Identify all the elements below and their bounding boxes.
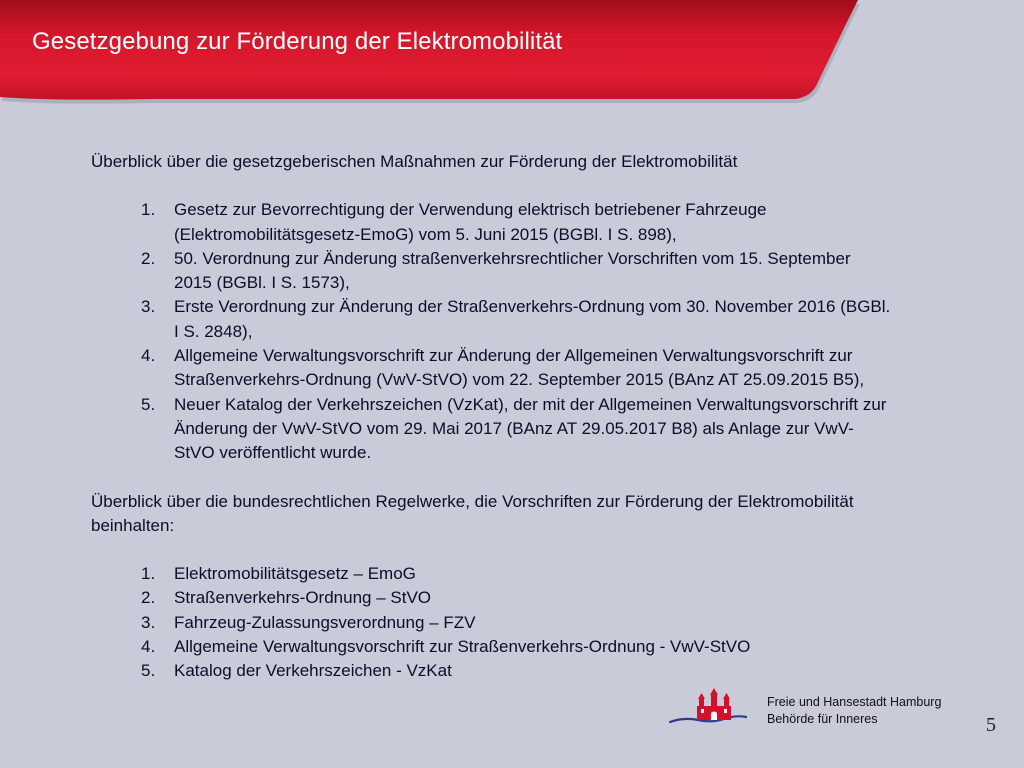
- list-text: Neuer Katalog der Verkehrszeichen (VzKat), der mit der Allgemeinen Verwaltungsvorschrift zur Änderung der VwV-StVO vom 29. Mai 2017 (BAnz AT 29.05.2017 B8) als Anlage zur VwV-StVO veröffentlicht wurde.: [174, 394, 887, 463]
- list-text: Fahrzeug-Zulassungsverordnung – FZV: [174, 612, 476, 632]
- list-text: Allgemeine Verwaltungsvorschrift zur Änderung der Allgemeinen Verwaltungsvorschrift zur Straßenverkehrs-Ordnung (VwV-StVO) vom 22. September 2015 (BAnz AT 25.09.2015 B5),: [174, 346, 865, 390]
- list-number: 5.: [141, 661, 156, 681]
- list-item: [91, 611, 891, 635]
- list-item: [91, 562, 891, 586]
- footer-organization: [767, 694, 941, 727]
- list-item: [91, 344, 891, 393]
- slide-content: [91, 150, 891, 684]
- list-text: Elektromobilitätsgesetz – EmoG: [174, 564, 416, 584]
- section2-intro: Überblick über die bundesrechtlichen Regelwerke, die Vorschriften zur Förderung der Elektromobilität beinhalten:: [91, 491, 854, 535]
- law-measures-list: [91, 198, 891, 465]
- list-item: [91, 247, 891, 296]
- list-number: 4.: [141, 346, 156, 366]
- list-text: Gesetz zur Bevorrechtigung der Verwendung elektrisch betriebener Fahrzeuge (Elektromobilitätsgesetz-EmoG) vom 5. Juni 2015 (BGBl. I S. 898),: [174, 200, 767, 244]
- hamburg-castle-logo-icon: [668, 686, 748, 732]
- page-number: 5: [986, 714, 996, 736]
- list-number: 2.: [141, 588, 156, 608]
- regulations-list: [91, 562, 891, 683]
- footer-line-city: Freie und Hansestadt Hamburg: [767, 695, 942, 709]
- list-number: 4.: [141, 637, 156, 657]
- section1-intro: Überblick über die gesetzgeberischen Maßnahmen zur Förderung der Elektromobilität: [91, 152, 738, 171]
- slide-title: Gesetzgebung zur Förderung der Elektromobilität: [32, 28, 563, 55]
- list-text: Allgemeine Verwaltungsvorschrift zur Straßenverkehrs-Ordnung - VwV-StVO: [174, 637, 751, 657]
- list-text: Erste Verordnung zur Änderung der Straßenverkehrs-Ordnung vom 30. November 2016 (BGBl. I S. 2848),: [174, 297, 891, 341]
- list-number: 1.: [141, 564, 156, 584]
- list-text: Katalog der Verkehrszeichen - VzKat: [174, 661, 452, 681]
- list-number: 3.: [141, 297, 156, 317]
- list-number: 5.: [141, 394, 156, 414]
- footer-line-authority: Behörde für Inneres: [767, 711, 878, 726]
- list-item: [91, 586, 891, 610]
- list-item: [91, 393, 891, 466]
- list-item: [91, 659, 891, 683]
- list-text: Straßenverkehrs-Ordnung – StVO: [174, 588, 432, 608]
- list-item: [91, 198, 891, 247]
- list-number: 3.: [141, 612, 156, 632]
- list-number: 2.: [141, 248, 156, 268]
- list-item: [91, 635, 891, 659]
- list-item: [91, 295, 891, 344]
- list-number: 1.: [141, 200, 156, 220]
- list-text: 50. Verordnung zur Änderung straßenverkehrsrechtlicher Vorschriften vom 15. September 2015 (BGBl. I S. 1573),: [174, 248, 851, 293]
